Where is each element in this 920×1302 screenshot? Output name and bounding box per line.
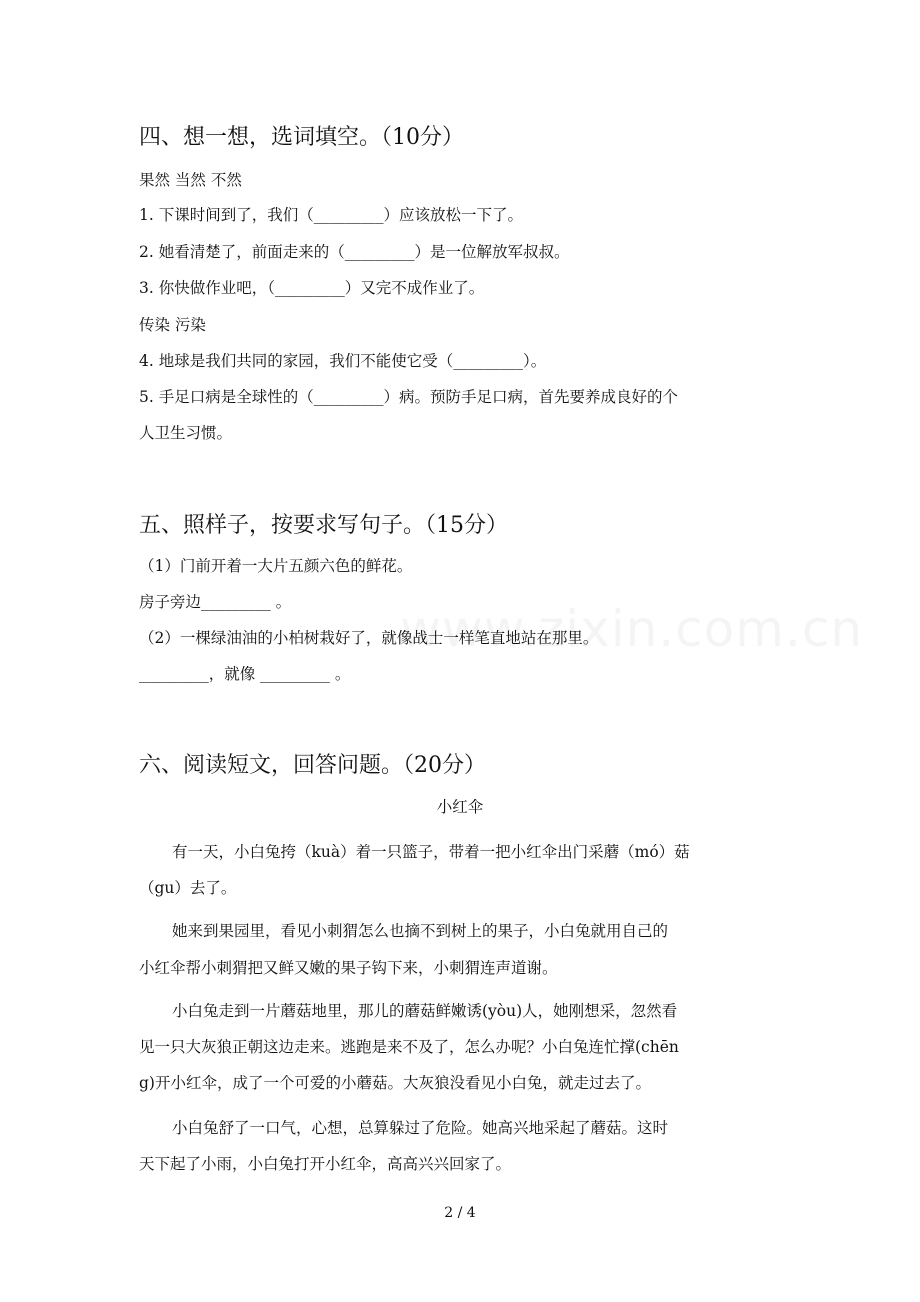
section-5-title: 五、照样子，按要求写句子。（15分）: [139, 513, 508, 538]
question-4: 4. 地球是我们共同的家园，我们不能使它受（_________）。: [139, 352, 547, 370]
question-1: 1. 下课时间到了，我们（_________）应该放松一下了。: [139, 206, 523, 224]
answer-2: _________，就像 _________ 。: [139, 665, 351, 683]
story-line: 有一天，小白兔挎（kuà）着一只篮子，带着一把小红伞出门采蘑（mó）菇: [172, 843, 690, 861]
answer-1: 房子旁边_________ 。: [139, 593, 292, 611]
story-line: 小白兔走到一片蘑菇地里，那儿的蘑菇鲜嫩诱(yòu)人，她刚想采，忽然看: [172, 1002, 678, 1020]
question-5-line-1: 5. 手足口病是全球性的（_________）病。预防手足口病，首先要养成良好的个: [139, 388, 678, 406]
example-1: （1）门前开着一大片五颜六色的鲜花。: [139, 557, 413, 575]
story-line: g)开小红伞，成了一个可爱的小蘑菇。大灰狼没看见小白兔，就走过去了。: [139, 1074, 651, 1092]
story-line: 小红伞帮小刺猬把又鲜又嫩的果子钩下来，小刺猬连声道谢。: [139, 959, 558, 977]
section-6-title: 六、阅读短文，回答问题。（20分）: [139, 753, 486, 778]
story-line: 她来到果园里，看见小刺猬怎么也摘不到树上的果子，小白兔就用自己的: [172, 922, 669, 940]
question-2: 2. 她看清楚了，前面走来的（_________）是一位解放军叔叔。: [139, 243, 570, 261]
story-line: 小白兔舒了一口气，心想，总算躲过了危险。她高兴地采起了蘑菇。这时: [172, 1119, 669, 1137]
story-title: 小红伞: [436, 798, 484, 816]
page-number: 2 / 4: [444, 1205, 476, 1221]
word-choices-a: 果然 当然 不然: [139, 171, 242, 189]
story-line: （gu）去了。: [139, 879, 237, 897]
question-3: 3. 你快做作业吧，（_________）又完不成作业了。: [139, 279, 485, 297]
story-line: 天下起了小雨，小白兔打开小红伞，高高兴兴回家了。: [139, 1155, 512, 1173]
question-5-line-2: 人卫生习惯。: [139, 424, 233, 442]
example-2: （2）一棵绿油油的小柏树栽好了，就像战士一样笔直地站在那里。: [139, 629, 599, 647]
word-choices-b: 传染 污染: [139, 316, 206, 334]
section-4-title: 四、想一想，选词填空。（10分）: [139, 125, 464, 150]
story-line: 见一只大灰狼正朝这边走来。逃跑是来不及了，怎么办呢？小白兔连忙撑(chēn: [139, 1038, 679, 1056]
